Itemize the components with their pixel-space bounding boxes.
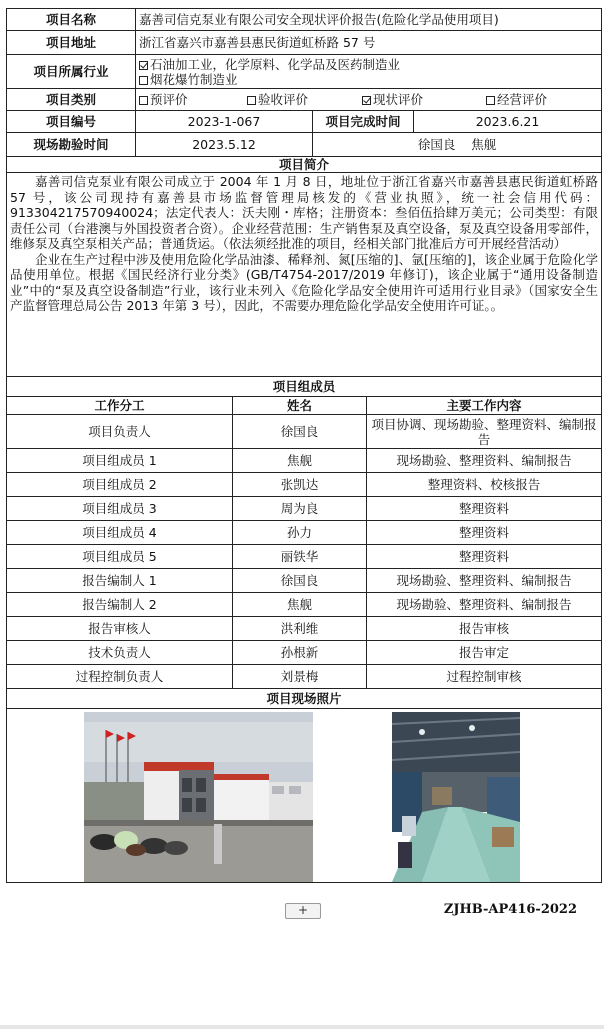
member-name: 焦舰 <box>233 593 367 617</box>
member-name: 洪利维 <box>233 617 367 641</box>
member-row <box>7 545 602 569</box>
intro-body <box>7 173 602 377</box>
project-number-value: 2023-1-067 <box>136 111 313 133</box>
document-code: ZJHB-AP416-2022 <box>443 902 577 917</box>
project-name-label: 项目名称 <box>7 9 136 31</box>
member-role: 项目组成员 5 <box>7 545 233 569</box>
member-role: 报告编制人 2 <box>7 593 233 617</box>
bottom-divider <box>0 1025 604 1029</box>
industry-option-1-label: 石油加工业，化学原料、化学品及医药制造业 <box>150 56 401 72</box>
category-option-3-label: 现状评价 <box>373 92 424 107</box>
member-role: 报告审核人 <box>7 617 233 641</box>
add-button[interactable]: + <box>285 903 321 919</box>
members-col-role: 工作分工 <box>7 397 233 415</box>
member-name: 徐国良 <box>233 415 367 449</box>
survey-time-value: 2023.5.12 <box>136 133 313 157</box>
report-table <box>6 8 602 883</box>
project-industry-options <box>136 55 602 89</box>
member-role: 项目负责人 <box>7 415 233 449</box>
member-work: 整理资料、校核报告 <box>367 473 602 497</box>
member-name: 孙力 <box>233 521 367 545</box>
member-row <box>7 521 602 545</box>
member-row <box>7 449 602 473</box>
photos-title: 项目现场照片 <box>7 689 602 709</box>
member-row <box>7 617 602 641</box>
member-work: 报告审定 <box>367 641 602 665</box>
category-option-1-label: 预评价 <box>150 92 188 107</box>
member-row <box>7 593 602 617</box>
category-option-2 <box>247 92 362 107</box>
member-work: 整理资料 <box>367 521 602 545</box>
member-work: 现场勘验、整理资料、编制报告 <box>367 449 602 473</box>
checkbox-checked-icon <box>139 61 148 70</box>
member-name: 刘景梅 <box>233 665 367 689</box>
project-category-label: 项目类别 <box>7 89 136 111</box>
member-row <box>7 415 602 449</box>
project-address-value: 浙江省嘉兴市嘉善县惠民街道虹桥路 57 号 <box>136 31 602 55</box>
checkbox-checked-icon <box>362 96 371 105</box>
checkbox-empty-icon <box>139 96 148 105</box>
members-col-work: 主要工作内容 <box>367 397 602 415</box>
member-name: 周为良 <box>233 497 367 521</box>
project-industry-label: 项目所属行业 <box>7 55 136 89</box>
survey-people-value: 徐国良 焦舰 <box>313 133 602 157</box>
project-completion-value: 2023.6.21 <box>414 111 602 133</box>
report-sheet <box>6 8 601 883</box>
category-option-2-label: 验收评价 <box>258 92 309 107</box>
member-role: 过程控制负责人 <box>7 665 233 689</box>
member-work: 现场勘验、整理资料、编制报告 <box>367 569 602 593</box>
member-row <box>7 497 602 521</box>
member-row <box>7 569 602 593</box>
member-role: 项目组成员 3 <box>7 497 233 521</box>
member-name: 孙根新 <box>233 641 367 665</box>
intro-paragraph-1: 嘉善司信克泵业有限公司成立于 2004 年 1 月 8 日，地址位于浙江省嘉兴市嘉善县惠民街道虹桥路 57 号，该公司现持有嘉善县市场监督管理局核发的《营业执照》，统一社会信用代码：913304217570940024；法定代表人：沃夫刚・库格；注册资本：叁佰伍拾肆万美元；公司类型：有限责任公司（台港澳与外国投资者合资）。企业经营范围：生产销售泵及真空设备，泵及真空设备用零部件，维修泵及真空泵相关产品；普通货运。（依法须经批准的项目，经相关部门批准后方可开展经营活动） <box>10 174 599 251</box>
members-col-name: 姓名 <box>233 397 367 415</box>
member-work: 整理资料 <box>367 545 602 569</box>
industry-option-2 <box>139 72 598 87</box>
site-photo-building <box>84 712 313 882</box>
member-role: 技术负责人 <box>7 641 233 665</box>
category-option-3 <box>362 92 486 107</box>
project-number-label: 项目编号 <box>7 111 136 133</box>
member-name: 张凯达 <box>233 473 367 497</box>
member-name: 焦舰 <box>233 449 367 473</box>
category-option-1 <box>139 92 247 107</box>
project-address-label: 项目地址 <box>7 31 136 55</box>
members-title: 项目组成员 <box>7 377 602 397</box>
project-completion-label: 项目完成时间 <box>313 111 414 133</box>
member-work: 过程控制审核 <box>367 665 602 689</box>
checkbox-empty-icon <box>486 96 495 105</box>
category-option-4 <box>486 92 547 107</box>
checkbox-empty-icon <box>139 76 148 85</box>
category-option-4-label: 经营评价 <box>497 92 548 107</box>
member-role: 项目组成员 1 <box>7 449 233 473</box>
member-work: 项目协调、现场勘验、整理资料、编制报告 <box>367 415 602 449</box>
survey-time-label: 现场勘验时间 <box>7 133 136 157</box>
member-row <box>7 665 602 689</box>
member-work: 整理资料 <box>367 497 602 521</box>
intro-paragraph-2: 企业在生产过程中涉及使用危险化学品油漆、稀释剂、氮[压缩的]、氩[压缩的]，该企业属于危险化学品使用单位。根据《国民经济行业分类》(GB/T4754-2017/2019 年修订)，该企业属于“通用设备制造业”中的“泵及真空设备制造”行业，该行业未列入《危险化学品安全使用许可适用行业目录》（国家安全生产监督管理总局公告 2013 年第 3 号），因此，不需要办理危险化学品安全使用许可证。。 <box>10 251 599 313</box>
site-photo-workshop <box>392 712 520 882</box>
project-name-value: 嘉善司信克泵业有限公司安全现状评价报告(危险化学品使用项目) <box>136 9 602 31</box>
industry-option-2-label: 烟花爆竹制造业 <box>150 71 238 87</box>
members-rows <box>7 415 602 689</box>
member-role: 项目组成员 4 <box>7 521 233 545</box>
project-category-options <box>136 89 602 111</box>
member-role: 报告编制人 1 <box>7 569 233 593</box>
member-name: 丽铁华 <box>233 545 367 569</box>
member-row <box>7 473 602 497</box>
member-row <box>7 641 602 665</box>
member-work: 报告审核 <box>367 617 602 641</box>
checkbox-empty-icon <box>247 96 256 105</box>
member-work: 现场勘验、整理资料、编制报告 <box>367 593 602 617</box>
photos-cell <box>7 709 602 883</box>
industry-option-1 <box>139 57 598 72</box>
member-name: 徐国良 <box>233 569 367 593</box>
member-role: 项目组成员 2 <box>7 473 233 497</box>
intro-title: 项目简介 <box>7 157 602 173</box>
